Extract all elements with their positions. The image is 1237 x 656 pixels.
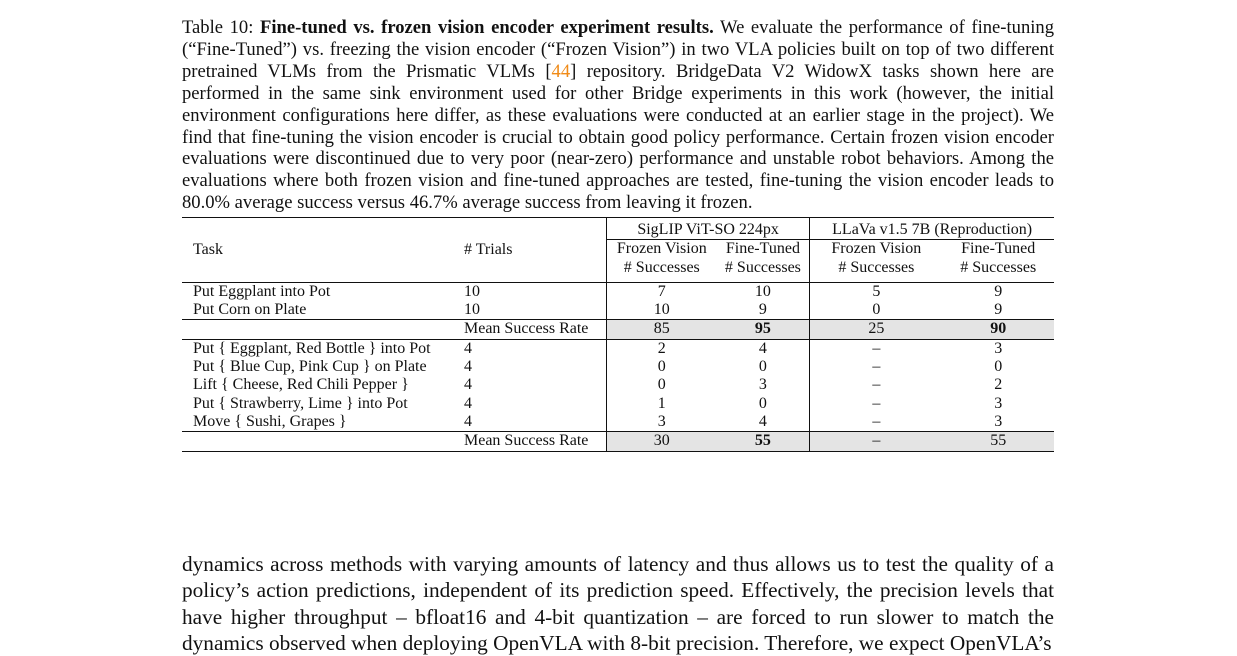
row-value: 3	[942, 339, 1054, 358]
row-value: 9	[758, 301, 767, 319]
row-value: 0	[994, 358, 1003, 376]
row-value: 3	[994, 394, 1003, 412]
mean-value: 90	[942, 320, 1054, 339]
row-trials: 10	[464, 301, 480, 319]
table-caption	[182, 17, 1054, 214]
row-value: 0	[810, 301, 943, 320]
caption-title: Fine-tuned vs. frozen vision encoder experiment results.	[259, 17, 714, 38]
header-trials: # Trials	[464, 240, 513, 258]
body-paragraph: dynamics across methods with varying amounts of latency and thus allows us to test the quality of a policy’s action predictions, independent of its prediction speed. Effectively, the precision levels that have higher throughput – bfloat16 and 4-bit quantization – are forced to run slower to match the dynamics observed when deploying OpenVLA with 8-bit precision. Therefore, we expect OpenVLA’s	[182, 552, 1054, 655]
citation-link[interactable]: 44	[551, 60, 571, 82]
row-value: 5	[810, 282, 943, 301]
row-trials: 4	[464, 358, 472, 376]
mean-value: 55	[717, 432, 810, 451]
row-value: 0	[607, 358, 717, 376]
header-finetuned-1: Fine-Tuned	[717, 240, 810, 259]
header-successes-3: # Successes	[810, 259, 943, 283]
header-frozen-1: Frozen Vision	[607, 240, 717, 259]
row-value: –	[810, 413, 943, 432]
row-value: 0	[758, 394, 767, 412]
row-value: 9	[994, 301, 1003, 319]
row-value: 1	[607, 395, 717, 413]
row-value: –	[810, 395, 943, 413]
row-trials: 4	[464, 412, 472, 430]
mean-value: 25	[810, 320, 943, 339]
caption-text-1: We evaluate the performance of fine-tuning (“Fine-Tuned”) vs. freezing the vision encoder (“Frozen Vision”) in two VLA policies built on top of two different pretrained VLMs from the Prismatic VLMs [	[182, 17, 1054, 82]
row-value: 3	[758, 376, 767, 394]
header-group-llava: LLaVa v1.5 7B (Reproduction)	[810, 218, 1054, 240]
row-task: Put { Eggplant, Red Bottle } into Pot	[182, 339, 464, 358]
header-group-siglip: SigLIP ViT-SO 224px	[607, 218, 810, 240]
header-finetuned-2: Fine-Tuned	[942, 240, 1054, 259]
row-value: 0	[758, 358, 767, 376]
row-task: Put { Strawberry, Lime } into Pot	[193, 394, 408, 412]
row-trials: 10	[464, 282, 607, 301]
table-row	[182, 395, 1054, 413]
row-value: 4	[717, 339, 810, 358]
row-trials: 4	[464, 339, 607, 358]
row-task: Put Corn on Plate	[193, 301, 307, 319]
mean-value: 55	[942, 432, 1054, 451]
caption-label: Table 10:	[182, 17, 254, 38]
table-row	[182, 339, 1054, 358]
table-row	[182, 376, 1054, 394]
row-value: 2	[607, 339, 717, 358]
mean-value: 95	[717, 320, 810, 339]
row-value: 4	[758, 412, 767, 430]
row-value: –	[810, 358, 943, 376]
row-trials: 4	[464, 376, 472, 394]
mean-value: –	[810, 432, 943, 451]
row-value: 3	[994, 412, 1003, 430]
header-successes-1: # Successes	[607, 259, 717, 283]
row-task: Put Eggplant into Pot	[182, 282, 464, 301]
mean-value: 30	[607, 432, 717, 451]
row-task: Put { Blue Cup, Pink Cup } on Plate	[193, 358, 427, 376]
row-task: Move { Sushi, Grapes }	[193, 412, 347, 430]
row-value: 7	[607, 282, 717, 301]
mean-label: Mean Success Rate	[464, 432, 607, 451]
table-row	[182, 282, 1054, 301]
row-value: 10	[717, 282, 810, 301]
row-value: 2	[994, 376, 1003, 394]
mean-row-2	[182, 432, 1054, 451]
table-row	[182, 358, 1054, 376]
mean-value: 85	[607, 320, 717, 339]
row-value: 3	[607, 413, 717, 432]
caption-text-2: ] repository. BridgeData V2 WidowX tasks shown here are performed in the same sink environment used for other Bridge experiments in this work (however, the initial environment configurations here differ, as these evaluations were conducted at an earlier stage in the project). We find that fine-tuning the vision encoder is crucial to obtain good policy performance. Certain frozen vision encoder evaluations were discontinued due to very poor (near-zero) performance and unstable robot behaviors. Among the evaluations where both frozen vision and fine-tuned approaches are tested, fine-tuning the vision encoder leads to 80.0% average success versus 46.7% average success from leaving it frozen.	[182, 60, 1055, 214]
header-successes-2: # Successes	[724, 258, 801, 276]
results-table	[182, 217, 1054, 452]
row-value: 0	[607, 376, 717, 394]
row-value: 9	[942, 282, 1054, 301]
header-successes-4: # Successes	[960, 258, 1037, 276]
mean-label: Mean Success Rate	[464, 320, 607, 339]
table-row	[182, 413, 1054, 432]
row-trials: 4	[464, 394, 472, 412]
row-value: –	[810, 376, 943, 394]
row-value: 10	[607, 301, 717, 320]
header-frozen-2: Frozen Vision	[810, 240, 943, 259]
row-value: –	[810, 339, 943, 358]
table-row	[182, 301, 1054, 320]
header-task: Task	[193, 240, 223, 258]
row-task: Lift { Cheese, Red Chili Pepper }	[193, 376, 409, 394]
mean-row-1	[182, 320, 1054, 339]
